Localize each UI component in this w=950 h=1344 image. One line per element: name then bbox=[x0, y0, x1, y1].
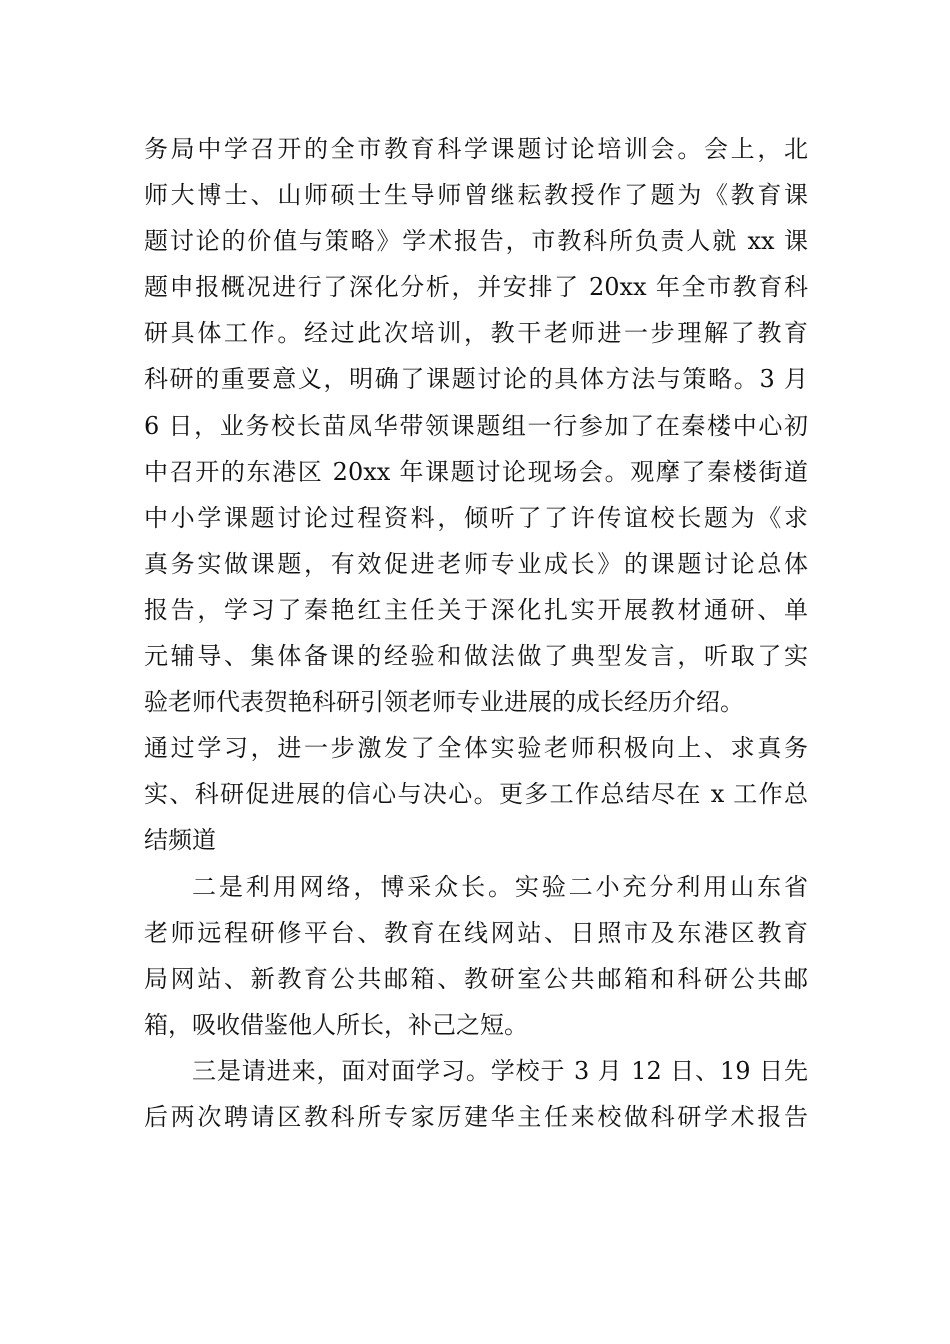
text-line: 师大博士、山师硕士生导师曾继耘教授作了题为《教育课 bbox=[144, 181, 808, 210]
text-line: 二是利用网络，博采众长。实验二小充分利用山东省 bbox=[192, 872, 808, 901]
text-line: 真务实做课题，有效促进老师专业成长》的课题讨论总体 bbox=[144, 549, 808, 578]
text-line: 题讨论的价值与策略》学术报告，市教科所负责人就 xx 课 bbox=[144, 227, 808, 256]
document-body bbox=[144, 126, 808, 1140]
text-line: 通过学习，进一步激发了全体实验老师积极向上、求真务 bbox=[144, 734, 808, 763]
text-line: 中召开的东港区 20xx 年课题讨论现场会。观摩了秦楼街道 bbox=[144, 457, 808, 486]
text-line: 结频道 bbox=[144, 826, 216, 855]
text-line: 箱，吸收借鉴他人所长，补己之短。 bbox=[144, 1010, 528, 1039]
text-line: 务局中学召开的全市教育科学课题讨论培训会。会上，北 bbox=[144, 135, 808, 163]
text-line: 报告，学习了秦艳红主任关于深化扎实开展教材通研、单 bbox=[144, 595, 808, 624]
text-line: 局网站、新教育公共邮箱、教研室公共邮箱和科研公共邮 bbox=[144, 964, 808, 993]
text-line: 老师远程研修平台、教育在线网站、日照市及东港区教育 bbox=[144, 918, 808, 947]
text-line: 研具体工作。经过此次培训，教干老师进一步理解了教育 bbox=[144, 319, 808, 348]
text-line: 科研的重要意义，明确了课题讨论的具体方法与策略。3 月 bbox=[144, 365, 808, 394]
text-line: 实、科研促进展的信心与决心。更多工作总结尽在 x 工作总 bbox=[144, 780, 808, 809]
text-line: 元辅导、集体备课的经验和做法做了典型发言，听取了实 bbox=[144, 642, 808, 671]
text-line: 后两次聘请区教科所专家厉建华主任来校做科研学术报告 bbox=[144, 1102, 808, 1131]
text-line: 中小学课题讨论过程资料，倾听了了许传谊校长题为《求 bbox=[144, 503, 808, 532]
text-line: 三是请进来，面对面学习。学校于 3 月 12 日、19 日先 bbox=[192, 1056, 808, 1085]
text-line: 6 日，业务校长苗凤华带领课题组一行参加了在秦楼中心初 bbox=[144, 411, 808, 440]
text-line: 验老师代表贺艳科研引领老师专业进展的成长经历介绍。 bbox=[144, 688, 744, 717]
text-line: 题申报概况进行了深化分析，并安排了 20xx 年全市教育科 bbox=[144, 273, 808, 302]
